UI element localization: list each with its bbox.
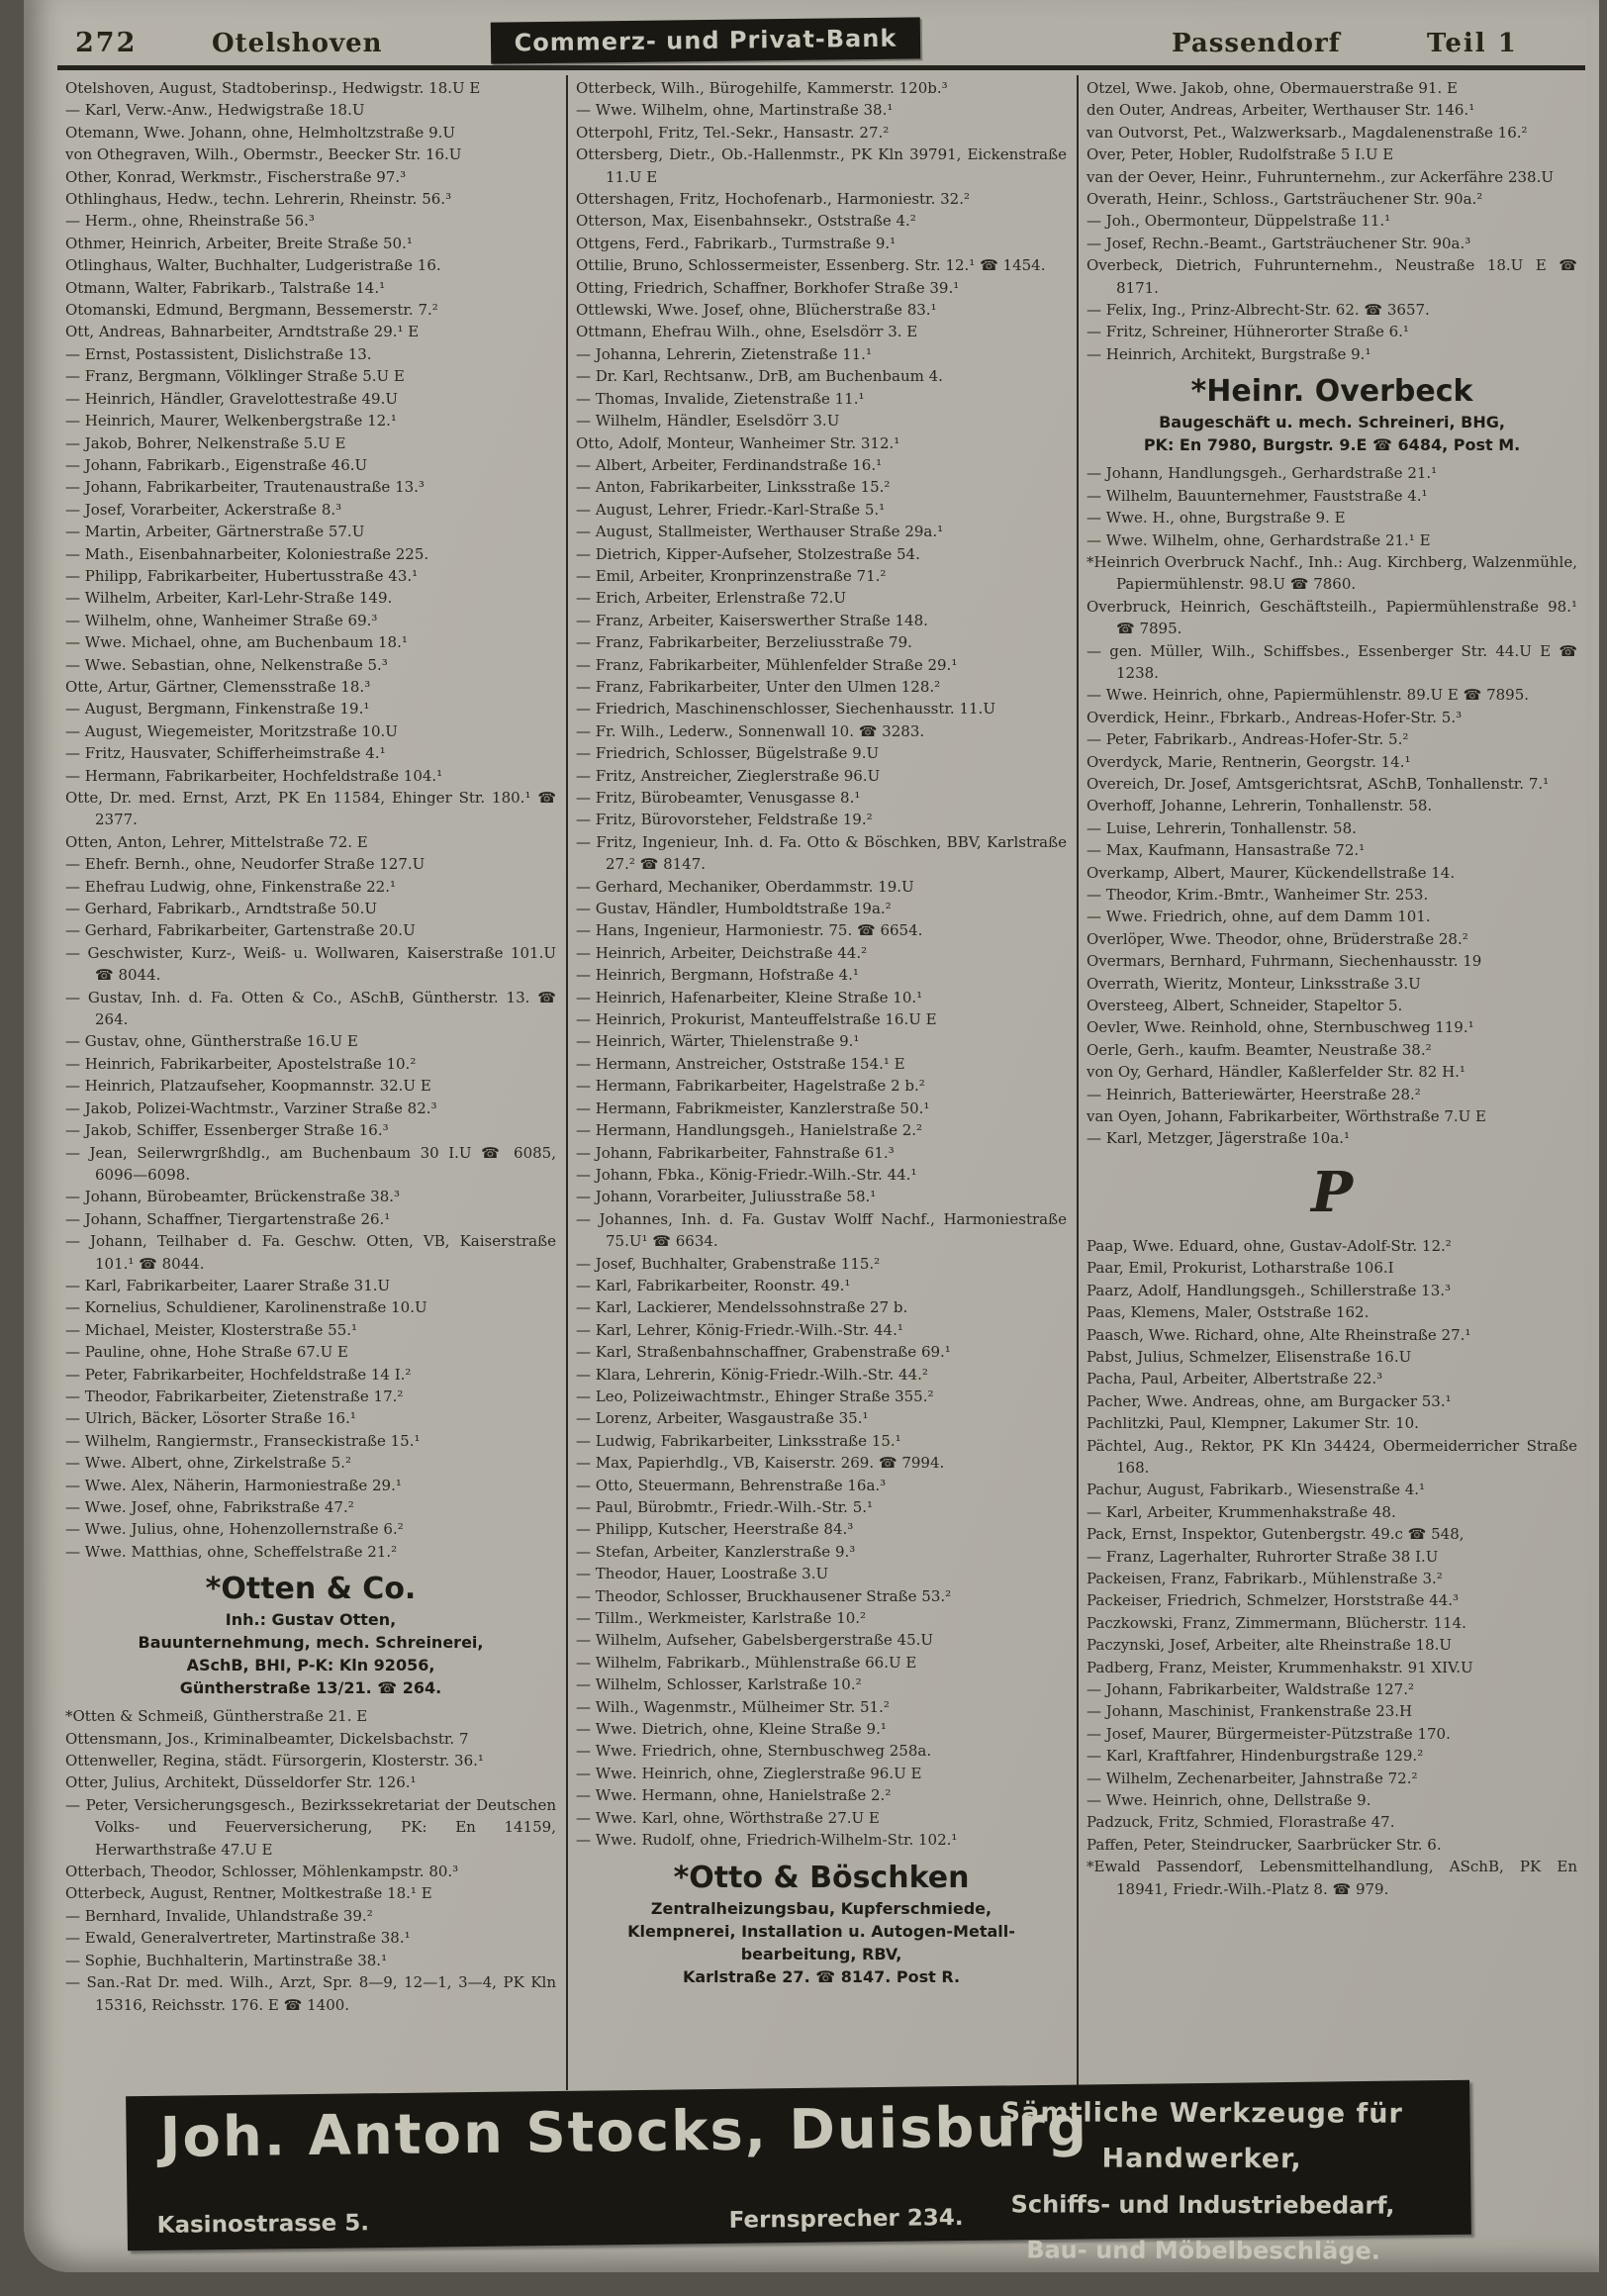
directory-entry: — Peter, Fabrikarb., Andreas-Hofer-Str. 5.²: [1087, 730, 1409, 749]
directory-entry: — Fritz, Schreiner, Hühnerorter Straße 6.¹: [1087, 323, 1409, 341]
directory-columns: [57, 75, 1587, 2090]
directory-entry: — Wwe. Wilhelm, ohne, Gerhardstraße 21.¹ E: [1087, 530, 1431, 549]
directory-entry: — Hermann, Fabrikarbeiter, Hochfeldstraße 104.¹: [65, 766, 443, 785]
inline-advertisement: [1087, 373, 1577, 456]
directory-entry: — Wwe. Albert, ohne, Zirkelstraße 5.²: [65, 1454, 352, 1473]
directory-column-2: [566, 75, 1077, 2090]
directory-entry: — Franz, Fabrikarbeiter, Berzeliusstraße 79.: [576, 633, 912, 652]
directory-entry: — Heinrich, Fabrikarbeiter, Apostelstraße 10.²: [65, 1054, 417, 1073]
directory-entry: Paczkowski, Franz, Zimmermann, Blücherstr. 114.: [1087, 1613, 1466, 1632]
directory-entry: — Kornelius, Schuldiener, Karolinenstraße 10.U: [65, 1298, 427, 1317]
directory-entry: *Otten & Schmeiß, Güntherstraße 21. E: [65, 1707, 368, 1726]
directory-entry: — Felix, Ing., Prinz-Albrecht-Str. 62. ☎ 3657.: [1087, 301, 1430, 320]
directory-entry: Ottlewski, Wwe. Josef, ohne, Blücherstraße 83.¹: [576, 301, 937, 320]
ad-line: Bauunternehmung, mech. Schreinerei,: [138, 1633, 484, 1653]
directory-entry: — Wwe. Sebastian, ohne, Nelkenstraße 5.³: [65, 655, 388, 674]
ad-line: ASchB, BHI, P-K: Kln 92056,: [186, 1656, 435, 1675]
directory-entry: van Oyen, Johann, Fabrikarbeiter, Wörthstraße 7.U E: [1087, 1107, 1487, 1126]
directory-entry: — Gustav, ohne, Güntherstraße 16.U E: [65, 1032, 358, 1051]
directory-entry: — Heinrich, Prokurist, Manteuffelstraße 16.U E: [576, 1010, 937, 1029]
directory-entry: — Ehefrau Ludwig, ohne, Finkenstraße 22.¹: [65, 877, 396, 896]
directory-entry: Ottensmann, Jos., Kriminalbeamter, Dickelsbachstr. 7: [65, 1729, 469, 1748]
directory-entry: Ottilie, Bruno, Schlossermeister, Essenberg. Str. 12.¹ ☎ 1454.: [576, 256, 1046, 275]
directory-entry: — Sophie, Buchhalterin, Martinstraße 38.¹: [65, 1951, 388, 1969]
directory-entry: Paasch, Wwe. Richard, ohne, Alte Rheinstraße 27.¹: [1087, 1325, 1471, 1344]
directory-entry: — Wwe. Matthias, ohne, Scheffelstraße 21.²: [65, 1542, 398, 1561]
directory-entry: von Oy, Gerhard, Händler, Kaßlerfelder Str. 82 H.¹: [1087, 1063, 1465, 1082]
directory-entry: — Hermann, Handlungsgeh., Hanielstraße 2.²: [576, 1121, 923, 1140]
directory-entry: — Wwe. Alex, Näherin, Harmoniestraße 29.¹: [65, 1476, 402, 1494]
directory-entry: — Franz, Fabrikarbeiter, Mühlenfelder Straße 29.¹: [576, 655, 958, 674]
directory-entry: — Emil, Arbeiter, Kronprinzenstraße 71.²: [576, 566, 887, 585]
directory-entry: Overrath, Wieritz, Monteur, Linksstraße 3.U: [1087, 974, 1421, 993]
directory-entry: — Wwe. Karl, ohne, Wörthstraße 27.U E: [576, 1808, 880, 1827]
directory-entry: Overmars, Bernhard, Fuhrmann, Siechenhausstr. 19: [1087, 952, 1482, 971]
directory-entry: — Philipp, Kutscher, Heerstraße 84.³: [576, 1520, 854, 1539]
directory-entry: — Hermann, Fabrikmeister, Kanzlerstraße 50.¹: [576, 1099, 930, 1117]
directory-entry: — August, Bergmann, Finkenstraße 19.¹: [65, 700, 370, 718]
directory-entry: Overdyck, Marie, Rentnerin, Georgstr. 14.¹: [1087, 752, 1411, 771]
directory-entry: — Gerhard, Fabrikarbeiter, Gartenstraße 20.U: [65, 921, 416, 940]
directory-entry: — Jakob, Bohrer, Nelkenstraße 5.U E: [65, 433, 346, 452]
directory-entry: — Karl, Metzger, Jägerstraße 10a.¹: [1087, 1129, 1351, 1148]
directory-entry: — Fritz, Bürovorsteher, Feldstraße 19.²: [576, 811, 873, 829]
directory-entry: — Wwe. Heinrich, ohne, Zieglerstraße 96.U E: [576, 1764, 922, 1782]
footer-ad-phone: Fernsprecher 234.: [728, 2204, 964, 2234]
directory-entry: Otting, Friedrich, Schaffner, Borkhofer Straße 39.¹: [576, 278, 960, 297]
directory-entry: — Karl, Lackierer, Mendelssohnstraße 27 b.: [576, 1298, 908, 1317]
directory-entry: Overdick, Heinr., Fbrkarb., Andreas-Hofer-Str. 5.³: [1087, 708, 1463, 726]
running-head-right: Passendorf: [1172, 29, 1341, 58]
directory-entry: — Franz, Arbeiter, Kaiserswerther Straße 148.: [576, 611, 928, 629]
directory-entry: — Peter, Versicherungsgesch., Bezirkssekretariat der Deutschen Volks- und Feuerversicherung, PK: En 14159, Herwarthstraße 47.U E: [65, 1795, 556, 1859]
directory-entry: — Friedrich, Maschinenschlosser, Siechenhausstr. 11.U: [576, 700, 995, 718]
directory-entry: Otte, Dr. med. Ernst, Arzt, PK En 11584, Ehinger Str. 180.¹ ☎ 2377.: [65, 789, 556, 829]
directory-entry: — Geschwister, Kurz-, Weiß- u. Wollwaren, Kaiserstraße 101.U ☎ 8044.: [65, 943, 556, 985]
directory-entry: — Josef, Buchhalter, Grabenstraße 115.²: [576, 1254, 881, 1273]
directory-entry: — Ehefr. Bernh., ohne, Neudorfer Straße 127.U: [65, 855, 425, 874]
directory-entry: *Ewald Passendorf, Lebensmittelhandlung, ASchB, PK En 18941, Friedr.-Wilh.-Platz 8. ☎ 979.: [1087, 1858, 1577, 1898]
directory-entry: — Paul, Bürobmtr., Friedr.-Wilh.-Str. 5.¹: [576, 1498, 874, 1516]
directory-entry: — Wilhelm, ohne, Wanheimer Straße 69.³: [65, 611, 378, 629]
directory-entry: — Franz, Lagerhalter, Ruhrorter Straße 38 I.U: [1087, 1547, 1439, 1566]
directory-entry: — Heinrich, Maurer, Welkenbergstraße 12.¹: [65, 412, 397, 430]
directory-entry: Ottgens, Ferd., Fabrikarb., Turmstraße 9.¹: [576, 234, 897, 252]
directory-entry: — Heinrich, Händler, Gravelottestraße 49.U: [65, 389, 398, 408]
directory-entry: Packeisen, Franz, Fabrikarb., Mühlenstraße 3.²: [1087, 1569, 1443, 1587]
directory-entry: Ottersberg, Dietr., Ob.-Hallenmstr., PK Kln 39791, Eickenstraße 11.U E: [576, 145, 1067, 186]
directory-entry: — Wilhelm, Rangiermstr., Franseckistraße 15.¹: [65, 1431, 421, 1450]
directory-entry: — Fritz, Hausvater, Schifferheimstraße 4.¹: [65, 744, 386, 763]
directory-entry: Pächtel, Aug., Rektor, PK Kln 34424, Obermeiderricher Straße 168.: [1087, 1436, 1577, 1477]
directory-entry: — Albert, Arbeiter, Ferdinandstraße 16.¹: [576, 455, 883, 474]
directory-entry: Otterbach, Theodor, Schlosser, Möhlenkampstr. 80.³: [65, 1863, 459, 1881]
directory-entry: — Fr. Wilh., Lederw., Sonnenwall 10. ☎ 3283.: [576, 721, 925, 740]
directory-entry: — Heinrich, Wärter, Thielenstraße 9.¹: [576, 1032, 860, 1051]
directory-entry: Othlinghaus, Hedw., techn. Lehrerin, Rheinstr. 56.³: [65, 190, 452, 209]
directory-entry: Over, Peter, Hobler, Rudolfstraße 5 I.U E: [1087, 145, 1394, 164]
directory-entry: van Outvorst, Pet., Walzwerksarb., Magdalenenstraße 16.²: [1087, 123, 1528, 142]
directory-entry: — Klara, Lehrerin, König-Friedr.-Wilh.-Str. 44.²: [576, 1365, 928, 1384]
directory-entry: — Hermann, Fabrikarbeiter, Hagelstraße 2 b.²: [576, 1077, 925, 1096]
directory-entry: Pacher, Wwe. Andreas, ohne, am Burgacker 53.¹: [1087, 1391, 1452, 1410]
directory-entry: — Dietrich, Kipper-Aufseher, Stolzestraße 54.: [576, 544, 920, 563]
directory-entry: Overbruck, Heinrich, Geschäftsteilh., Papiermühlenstraße 98.¹ ☎ 7895.: [1087, 597, 1577, 638]
directory-entry: — Karl, Kraftfahrer, Hindenburgstraße 129.²: [1087, 1747, 1424, 1766]
directory-entry: — Johannes, Inh. d. Fa. Gustav Wolff Nachf., Harmoniestraße 75.U¹ ☎ 6634.: [576, 1209, 1067, 1251]
directory-entry: — Johann, Handlungsgeh., Gerhardstraße 21.¹: [1087, 464, 1438, 483]
directory-entry: — Wwe. H., ohne, Burgstraße 9. E: [1087, 509, 1346, 527]
footer-ad-product-line: Schiffs- und Industriebedarf,: [1010, 2190, 1395, 2220]
directory-entry: Pack, Ernst, Inspektor, Gutenbergstr. 49.c ☎ 548,: [1087, 1525, 1465, 1544]
directory-entry: — Fritz, Anstreicher, Zieglerstraße 96.U: [576, 766, 881, 785]
footer-ad-address: Kasinostrasse 5.: [156, 2210, 370, 2239]
directory-entry: — Jakob, Schiffer, Essenberger Straße 16.³: [65, 1121, 389, 1140]
inline-advertisement: [576, 1860, 1067, 1988]
directory-column-1: [57, 75, 566, 2090]
directory-entry: — Jakob, Polizei-Wachtmstr., Varziner Straße 82.³: [65, 1099, 437, 1117]
directory-entry: — Hans, Ingenieur, Harmoniestr. 75. ☎ 6654.: [576, 921, 923, 940]
directory-entry: — Johann, Schaffner, Tiergartenstraße 26.¹: [65, 1209, 391, 1228]
directory-entry: Otlinghaus, Walter, Buchhalter, Ludgeristraße 16.: [65, 256, 441, 275]
directory-entry: — Wilhelm, Fabrikarb., Mühlenstraße 66.U E: [576, 1653, 917, 1672]
ad-line: Baugeschäft u. mech. Schreineri, BHG,: [1159, 413, 1505, 432]
directory-entry: Paczynski, Josef, Arbeiter, alte Rheinstraße 18.U: [1087, 1636, 1453, 1655]
directory-entry: — Stefan, Arbeiter, Kanzlerstraße 9.³: [576, 1542, 856, 1561]
directory-entry: *Heinrich Overbruck Nachf., Inh.: Aug. Kirchberg, Walzenmühle, Papiermühlenstr. 98.U ☎ 7860.: [1087, 552, 1577, 594]
directory-entry: Packeiser, Friedrich, Schmelzer, Horststraße 44.³: [1087, 1591, 1460, 1610]
directory-entry: — Friedrich, Schlosser, Bügelstraße 9.U: [576, 744, 880, 763]
directory-entry: — Josef, Rechn.-Beamt., Gartsträuchener Str. 90a.³: [1087, 234, 1471, 252]
directory-entry: Otmann, Walter, Fabrikarb., Talstraße 14.¹: [65, 278, 386, 297]
directory-entry: — Heinrich, Bergmann, Hofstraße 4.¹: [576, 966, 859, 985]
directory-entry: — Gustav, Inh. d. Fa. Otten & Co., ASchB, Güntherstr. 13. ☎ 264.: [65, 988, 556, 1029]
directory-entry: — Franz, Fabrikarbeiter, Unter den Ulmen 128.²: [576, 677, 941, 696]
directory-entry: — Erich, Arbeiter, Erlenstraße 72.U: [576, 589, 846, 608]
directory-entry: Otomanski, Edmund, Bergmann, Bessemerstr. 7.²: [65, 301, 438, 320]
directory-entry: — Fritz, Ingenieur, Inh. d. Fa. Otto & Böschken, BBV, Karlstraße 27.² ☎ 8147.: [576, 832, 1067, 874]
scanned-directory-page: [24, 0, 1599, 2272]
footer-ad-company: Joh. Anton Stocks, Duisburg: [159, 2094, 1089, 2170]
directory-entry: — Ewald, Generalvertreter, Martinstraße 38.¹: [65, 1929, 411, 1948]
directory-entry: — Leo, Polizeiwachtmstr., Ehinger Straße 355.²: [576, 1387, 934, 1405]
footer-ad-product-line: Bau- und Möbelbeschläge.: [1026, 2236, 1380, 2265]
directory-entry: — Michael, Meister, Klosterstraße 55.¹: [65, 1320, 358, 1339]
directory-entry: Paarz, Adolf, Handlungsgeh., Schillerstraße 13.³: [1087, 1281, 1452, 1299]
directory-entry: — August, Wiegemeister, Moritzstraße 10.U: [65, 721, 398, 740]
directory-entry: — Herm., ohne, Rheinstraße 56.³: [65, 212, 315, 231]
directory-entry: — Franz, Bergmann, Völklinger Straße 5.U E: [65, 367, 405, 386]
directory-entry: Othmer, Heinrich, Arbeiter, Breite Straße 50.¹: [65, 234, 413, 252]
directory-entry: — Martin, Arbeiter, Gärtnerstraße 57.U: [65, 523, 365, 541]
directory-entry: — Tillm., Werkmeister, Karlstraße 10.²: [576, 1609, 867, 1628]
directory-entry: — Dr. Karl, Rechtsanw., DrB, am Buchenbaum 4.: [576, 367, 943, 386]
directory-entry: — Wwe. Heinrich, ohne, Dellstraße 9.: [1087, 1791, 1371, 1810]
directory-entry: — Heinrich, Arbeiter, Deichstraße 44.²: [576, 943, 868, 962]
ad-line: Karlstraße 27. ☎ 8147. Post R.: [682, 1966, 961, 1986]
directory-entry: — Theodor, Fabrikarbeiter, Zietenstraße 17.²: [65, 1387, 404, 1405]
directory-entry: — Josef, Maurer, Bürgermeister-Pützstraße 170.: [1087, 1724, 1451, 1743]
directory-entry: — San.-Rat Dr. med. Wilh., Arzt, Spr. 8—9, 12—1, 3—4, PK Kln 15316, Reichsstr. 176. E ☎ 1400.: [65, 1973, 556, 2014]
directory-entry: Overeich, Dr. Josef, Amtsgerichtsrat, ASchB, Tonhallenstr. 7.¹: [1087, 774, 1550, 793]
directory-entry: — Gustav, Händler, Humboldtstraße 19a.²: [576, 900, 892, 918]
ad-title: *Heinr. Overbeck: [1190, 374, 1473, 410]
directory-entry: — Heinrich, Batteriewärter, Heerstraße 28.²: [1087, 1085, 1421, 1103]
directory-entry: — Wilhelm, Händler, Eselsdörr 3.U: [576, 412, 840, 430]
directory-entry: — Ulrich, Bäcker, Lösorter Straße 16.¹: [65, 1409, 356, 1428]
directory-entry: — Johann, Fabrikarbeiter, Trautenaustraße 13.³: [65, 478, 425, 497]
directory-entry: — Wwe. Friedrich, ohne, Sternbuschweg 258a.: [576, 1742, 932, 1761]
ad-title: *Otto & Böschken: [673, 1860, 970, 1895]
directory-entry: — Wwe. Hermann, ohne, Hanielstraße 2.²: [576, 1786, 892, 1805]
directory-entry: — Wwe. Wilhelm, ohne, Martinstraße 38.¹: [576, 101, 894, 120]
directory-entry: — Philipp, Fabrikarbeiter, Hubertusstraße 43.¹: [65, 566, 419, 585]
directory-entry: Overhoff, Johanne, Lehrerin, Tonhallenstr. 58.: [1087, 797, 1433, 815]
directory-entry: Otto, Adolf, Monteur, Wanheimer Str. 312.¹: [576, 433, 900, 452]
directory-entry: Otelshoven, August, Stadtoberinsp., Hedwigstr. 18.U E: [65, 79, 481, 97]
directory-entry: — gen. Müller, Wilh., Schiffsbes., Essenberger Str. 44.U E ☎ 1238.: [1087, 641, 1577, 682]
directory-entry: Pachur, August, Fabrikarb., Wiesenstraße 4.¹: [1087, 1481, 1426, 1499]
part-label: Teil 1: [1427, 29, 1518, 58]
bank-advertisement-banner: Commerz- und Privat-Bank: [491, 17, 920, 63]
directory-entry: — Theodor, Hauer, Loostraße 3.U: [576, 1565, 829, 1583]
directory-entry: — Luise, Lehrerin, Tonhallenstr. 58.: [1087, 818, 1357, 837]
directory-entry: — Bernhard, Invalide, Uhlandstraße 39.²: [65, 1906, 373, 1925]
directory-entry: Otterpohl, Fritz, Tel.-Sekr., Hansastr. 27.²: [576, 123, 890, 142]
directory-entry: — Johann, Fabrikarbeiter, Waldstraße 127.²: [1087, 1680, 1414, 1698]
directory-entry: van der Oever, Heinr., Fuhrunternehm., zur Ackerfähre 238.U: [1087, 167, 1554, 186]
directory-entry: Overbeck, Dietrich, Fuhrunternehm., Neustraße 18.U E ☎ 8171.: [1087, 256, 1577, 297]
directory-entry: — Wwe. Heinrich, ohne, Papiermühlenstr. 89.U E ☎ 7895.: [1087, 686, 1530, 705]
directory-entry: Ottmann, Ehefrau Wilh., ohne, Eselsdörr 3. E: [576, 323, 918, 341]
directory-entry: — Jean, Seilerwrgrßhdlg., am Buchenbaum 30 I.U ☎ 6085, 6096—6098.: [65, 1143, 556, 1184]
directory-entry: — Wwe. Dietrich, ohne, Kleine Straße 9.¹: [576, 1720, 887, 1739]
directory-entry: — Johann, Teilhaber d. Fa. Geschw. Otten, VB, Kaiserstraße 101.¹ ☎ 8044.: [65, 1232, 556, 1273]
page-header: [24, 24, 1599, 65]
directory-entry: Padberg, Franz, Meister, Krummenhakstr. 91 XIV.U: [1087, 1658, 1473, 1676]
directory-entry: Otterbeck, Wilh., Bürogehilfe, Kammerstr. 120b.³: [576, 79, 948, 97]
directory-entry: Paffen, Peter, Steindrucker, Saarbrücker Str. 6.: [1087, 1835, 1442, 1854]
directory-entry: Pabst, Julius, Schmelzer, Elisenstraße 16.U: [1087, 1347, 1412, 1366]
ad-line: Klempnerei, Installation u. Autogen-Metall-: [627, 1921, 1015, 1941]
directory-entry: — Max, Papierhdlg., VB, Kaiserstr. 269. ☎ 7994.: [576, 1454, 945, 1473]
footer-ad-product-line: Sämtliche Werkzeuge für Handwerker,: [1000, 2097, 1403, 2175]
directory-entry: Overlöper, Wwe. Theodor, ohne, Brüderstraße 28.²: [1087, 929, 1468, 948]
directory-entry: — Otto, Steuermann, Behrenstraße 16a.³: [576, 1476, 887, 1494]
directory-entry: — Karl, Lehrer, König-Friedr.-Wilh.-Str. 44.¹: [576, 1320, 903, 1339]
directory-entry: — Johann, Fabrikarbeiter, Fahnstraße 61.³: [576, 1143, 895, 1162]
directory-entry: — Karl, Straßenbahnschaffner, Grabenstraße 69.¹: [576, 1343, 951, 1362]
directory-entry: Oerle, Gerh., kaufm. Beamter, Neustraße 38.²: [1087, 1040, 1432, 1059]
directory-entry: — Joh., Obermonteur, Düppelstraße 11.¹: [1087, 212, 1391, 231]
directory-entry: — August, Lehrer, Friedr.-Karl-Straße 5.¹: [576, 500, 886, 519]
directory-entry: — Wwe. Michael, ohne, am Buchenbaum 18.¹: [65, 633, 408, 652]
directory-entry: — Johann, Fbka., König-Friedr.-Wilh.-Str. 44.¹: [576, 1165, 917, 1184]
directory-entry: — Wilh., Wagenmstr., Mülheimer Str. 51.²: [576, 1697, 890, 1716]
page-number: 272: [75, 28, 138, 58]
footer-advertisement: [126, 2080, 1471, 2265]
directory-entry: — Johanna, Lehrerin, Zietenstraße 11.¹: [576, 344, 872, 363]
directory-entry: Ott, Andreas, Bahnarbeiter, Arndtstraße 29.¹ E: [65, 323, 420, 341]
ad-line: PK: En 7980, Burgstr. 9.E ☎ 6484, Post M.: [1143, 435, 1521, 455]
directory-entry: — Heinrich, Hafenarbeiter, Kleine Straße 10.¹: [576, 988, 923, 1006]
directory-entry: — Wwe. Julius, ohne, Hohenzollernstraße 6.²: [65, 1520, 404, 1539]
directory-entry: — Josef, Vorarbeiter, Ackerstraße 8.³: [65, 500, 342, 519]
directory-entry: — Johann, Maschinist, Frankenstraße 23.H: [1087, 1702, 1413, 1721]
directory-entry: — Wwe. Friedrich, ohne, auf dem Damm 101.: [1087, 908, 1431, 926]
directory-entry: Overath, Heinr., Schloss., Gartsträuchener Str. 90a.²: [1087, 190, 1483, 209]
directory-entry: Other, Konrad, Werkmstr., Fischerstraße 97.³: [65, 167, 407, 186]
directory-entry: — Wilhelm, Schlosser, Karlstraße 10.²: [576, 1675, 862, 1694]
directory-entry: Oversteeg, Albert, Schneider, Stapeltor 5.: [1087, 997, 1403, 1015]
directory-entry: von Othegraven, Wilh., Obermstr., Beecker Str. 16.U: [65, 145, 462, 164]
directory-entry: Otte, Artur, Gärtner, Clemensstraße 18.³: [65, 677, 371, 696]
directory-entry: Pacha, Paul, Arbeiter, Albertstraße 22.³: [1087, 1370, 1383, 1388]
directory-entry: — Karl, Arbeiter, Krummenhakstraße 48.: [1087, 1502, 1396, 1521]
directory-entry: — Karl, Fabrikarbeiter, Roonstr. 49.¹: [576, 1276, 851, 1294]
ad-title: *Otten & Co.: [205, 1572, 417, 1607]
directory-entry: — Fritz, Bürobeamter, Venusgasse 8.¹: [576, 789, 861, 807]
directory-entry: — Heinrich, Platzaufseher, Koopmannstr. 32.U E: [65, 1077, 431, 1096]
directory-entry: — Karl, Fabrikarbeiter, Laarer Straße 31.U: [65, 1276, 391, 1294]
directory-entry: — Thomas, Invalide, Zietenstraße 11.¹: [576, 389, 865, 408]
directory-entry: — Ludwig, Fabrikarbeiter, Linksstraße 15.¹: [576, 1431, 901, 1450]
directory-entry: Padzuck, Fritz, Schmied, Florastraße 47.: [1087, 1813, 1395, 1832]
directory-entry: — Johann, Bürobeamter, Brückenstraße 38.³: [65, 1188, 401, 1206]
directory-entry: — Wilhelm, Zechenarbeiter, Jahnstraße 72.²: [1087, 1769, 1418, 1787]
directory-entry: — Theodor, Krim.-Bmtr., Wanheimer Str. 253.: [1087, 886, 1429, 904]
directory-entry: — Johann, Vorarbeiter, Juliusstraße 58.¹: [576, 1188, 877, 1206]
directory-column-3: [1077, 75, 1587, 2090]
ad-line: Zentralheizungsbau, Kupferschmiede,: [650, 1898, 993, 1918]
section-letter-P: P: [1310, 1159, 1354, 1225]
directory-entry: Oevler, Wwe. Reinhold, ohne, Sternbuschweg 119.¹: [1087, 1018, 1474, 1037]
directory-entry: Paar, Emil, Prokurist, Lotharstraße 106.I: [1087, 1259, 1394, 1278]
directory-entry: — Hermann, Anstreicher, Oststraße 154.¹ E: [576, 1054, 905, 1073]
directory-entry: Pachlitzki, Paul, Klempner, Lakumer Str. 10.: [1087, 1414, 1419, 1433]
directory-entry: — Karl, Verw.-Anw., Hedwigstraße 18.U: [65, 101, 365, 120]
directory-entry: Paas, Klemens, Maler, Oststraße 162.: [1087, 1303, 1370, 1322]
directory-entry: — Heinrich, Architekt, Burgstraße 9.¹: [1087, 344, 1371, 363]
directory-entry: — Math., Eisenbahnarbeiter, Koloniestraße 225.: [65, 544, 429, 563]
directory-entry: — Wwe. Rudolf, ohne, Friedrich-Wilhelm-Str. 102.¹: [576, 1831, 958, 1850]
ad-line: Inh.: Gustav Otten,: [225, 1610, 397, 1630]
running-head-left: Otelshoven: [212, 29, 383, 58]
directory-entry: Otterbeck, August, Rentner, Moltkestraße 18.¹ E: [65, 1884, 432, 1903]
directory-entry: — Pauline, ohne, Hohe Straße 67.U E: [65, 1343, 348, 1362]
directory-entry: Ottenweller, Regina, städt. Fürsorgerin, Klosterstr. 36.¹: [65, 1752, 484, 1770]
directory-entry: — Peter, Fabrikarbeiter, Hochfeldstraße 14 I.²: [65, 1365, 412, 1384]
directory-entry: — Max, Kaufmann, Hansastraße 72.¹: [1087, 841, 1366, 860]
directory-entry: Overkamp, Albert, Maurer, Kückendellstraße 14.: [1087, 863, 1456, 882]
directory-entry: — Wilhelm, Aufseher, Gabelsbergerstraße 45.U: [576, 1631, 934, 1650]
directory-entry: Paap, Wwe. Eduard, ohne, Gustav-Adolf-Str. 12.²: [1087, 1236, 1452, 1255]
directory-entry: — Gerhard, Mechaniker, Oberdammstr. 19.U: [576, 877, 914, 896]
directory-entry: Ottershagen, Fritz, Hochofenarb., Harmoniestr. 32.²: [576, 190, 970, 209]
directory-entry: — Gerhard, Fabrikarb., Arndtstraße 50.U: [65, 900, 378, 918]
ad-line: Güntherstraße 13/21. ☎ 264.: [179, 1678, 442, 1698]
directory-entry: — Wwe. Josef, ohne, Fabrikstraße 47.²: [65, 1498, 354, 1516]
directory-entry: — August, Stallmeister, Werthauser Straße 29a.¹: [576, 523, 944, 541]
directory-entry: Otten, Anton, Lehrer, Mittelstraße 72. E: [65, 832, 368, 851]
directory-entry: den Outer, Andreas, Arbeiter, Werthauser Str. 146.¹: [1087, 101, 1475, 120]
directory-entry: Otter, Julius, Architekt, Düsseldorfer Str. 126.¹: [65, 1773, 417, 1792]
inline-advertisement: [65, 1571, 556, 1699]
directory-entry: — Wilhelm, Bauunternehmer, Fauststraße 4.¹: [1087, 486, 1428, 505]
directory-entry: — Johann, Fabrikarb., Eigenstraße 46.U: [65, 455, 368, 474]
directory-entry: Otemann, Wwe. Johann, ohne, Helmholtzstraße 9.U: [65, 123, 456, 142]
directory-entry: — Ernst, Postassistent, Dislichstraße 13.: [65, 344, 372, 363]
directory-entry: — Anton, Fabrikarbeiter, Linksstraße 15.²: [576, 478, 891, 497]
header-divider-rule: [57, 65, 1585, 70]
directory-entry: — Theodor, Schlosser, Bruckhausener Straße 53.²: [576, 1586, 952, 1605]
directory-entry: Otterson, Max, Eisenbahnsekr., Oststraße 4.²: [576, 212, 916, 231]
directory-entry: — Wilhelm, Arbeiter, Karl-Lehr-Straße 149.: [65, 589, 393, 608]
footer-ad-products: [949, 2088, 1456, 2276]
directory-entry: — Lorenz, Arbeiter, Wasgaustraße 35.¹: [576, 1409, 869, 1428]
ad-line: bearbeitung, RBV,: [740, 1944, 902, 1963]
directory-entry: Otzel, Wwe. Jakob, ohne, Obermauerstraße 91. E: [1087, 79, 1458, 97]
